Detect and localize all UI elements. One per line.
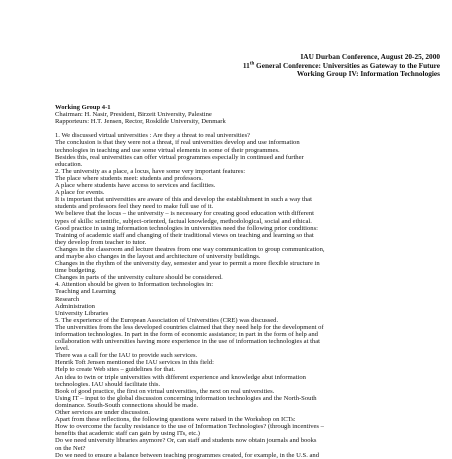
body-line: information technologies. In part in the form of economic assistance; in part in the form of help and [55, 331, 318, 338]
conference-number: 11 [242, 60, 250, 70]
body-line: types of skills: scientific, subject-oriented, factual knowledge, methodological, social and ethical. [55, 217, 312, 225]
body-line: Apart from these reflections, the following questions were raised in the Workshop on ICTs: [55, 416, 296, 424]
body-line: 1. We discussed virtual universities : Are they a threat to real universities? [55, 132, 251, 140]
body-line: they develop from teacher to tutor. [55, 238, 147, 246]
body-line: Book of good practice, the first on virtual universities, the next on real universities. [55, 387, 275, 395]
body-line: Research [55, 295, 80, 303]
body-line: University Libraries [55, 309, 109, 317]
body-line: dominance. South-South connections should be made. [55, 401, 199, 409]
body-line: level. [55, 345, 70, 353]
body-line: Teaching and Learning [55, 288, 116, 296]
body-line: It is important that universities are aware of this and develop the establishment in such a way that [55, 196, 312, 204]
body-line: There was a call for the IAU to provide such services. [55, 352, 198, 360]
body-line: Good practice in using information technologies in universities need the following prior conditions: [55, 224, 318, 232]
general-conference-text: General Conference: Universities as Gateway to the Future [254, 60, 440, 70]
body-line: Rapporteurs: H.T. Jensen, Rector, Roskilde University, Denmark [55, 118, 226, 126]
working-group-line: Working Group IV: Information Technologies [296, 69, 440, 79]
body-line: students and professors feel they need to make full use of it. [55, 203, 214, 211]
body-line: A place where students have access to services and facilities. [55, 182, 216, 190]
body-line: 5. The experience of the European Association of Universities (CRE) was discussed. [55, 316, 279, 324]
conference-header [120, 53, 440, 79]
body-line: on the Net? [55, 444, 86, 452]
body-line: The conclusion is that they were not a threat, if real universities develop and use information [55, 139, 300, 147]
body-line: and maybe also changes in the layout and architecture of university buildings. [55, 252, 261, 260]
body-line: An idea to twin or triple universities with different experience and knowledge abut information [55, 373, 306, 381]
body-line: Do we need university libraries anymore? Or, can staff and students now obtain journals and books [55, 437, 317, 445]
body-line: technologies in teaching and use some virtual elements in some of their programmes. [55, 146, 280, 154]
conference-title: IAU Durban Conference, August 20-25, 2000 [300, 52, 440, 61]
body-line: Do we need to ensure a balance between teaching programmes created, for example, in the U.S. and [55, 451, 320, 459]
body-line: How to overcome the faculty resistance to the use of Information Technologies? (through incentives – [55, 423, 324, 431]
body-line: technologies. IAU should facilitate this. [55, 380, 161, 388]
ordinal-suffix: th [249, 61, 255, 67]
body-line: Changes in the rhythm of the university day, semester and year to permit a more flexible structure in [55, 260, 320, 268]
body-line: 4. Attention should be given to Information technologies in: [55, 281, 214, 289]
body-line: Besides this, real universities can offer virtual programmes especially in continued and further [55, 153, 304, 161]
body-line: Administration [55, 302, 95, 310]
body-line [55, 125, 445, 132]
body-line: collaboration with universities having more experience in the use of information technologies at that [55, 338, 320, 346]
body-line: Chairman: H. Nasir, President, Birzeit University, Palestine [55, 111, 212, 119]
body-line: Help to create Web sites – guidelines for that. [55, 366, 176, 374]
body-line: time budgeting. [55, 267, 97, 275]
body-line: Changes in parts of the university culture should be considered. [55, 274, 223, 282]
body-line: Other services are under discussion. [55, 409, 151, 417]
body-line: Henrik Toft Jensen mentioned the IAU services in this field: [55, 359, 214, 367]
body-line: 2. The university as a place, a locus, have some very important features: [55, 167, 246, 175]
body-line: Changes in the classroom and lecture theatres from one way communication to group communication, [55, 245, 325, 253]
body-line: Training of academic staff and changing of their traditional views on teaching and learning so that [55, 231, 314, 239]
working-group-title: Working Group 4-1 [55, 104, 111, 111]
document-body [55, 104, 445, 459]
body-line: We believe that the locus – the university – is necessary for creating good education with different [55, 210, 314, 218]
body-line: benefits that academic staff can gain by using ITs, etc.) [55, 430, 200, 438]
body-line: The place where students meet: students and professors. [55, 174, 203, 182]
body-line: Using IT – input to the global discussion concerning information technologies and the North-South [55, 394, 317, 402]
body-line: The universities from the less developed countries claimed that they need help for the development of [55, 323, 324, 331]
body-line: A place for events. [55, 189, 105, 197]
body-line: education. [55, 160, 83, 168]
